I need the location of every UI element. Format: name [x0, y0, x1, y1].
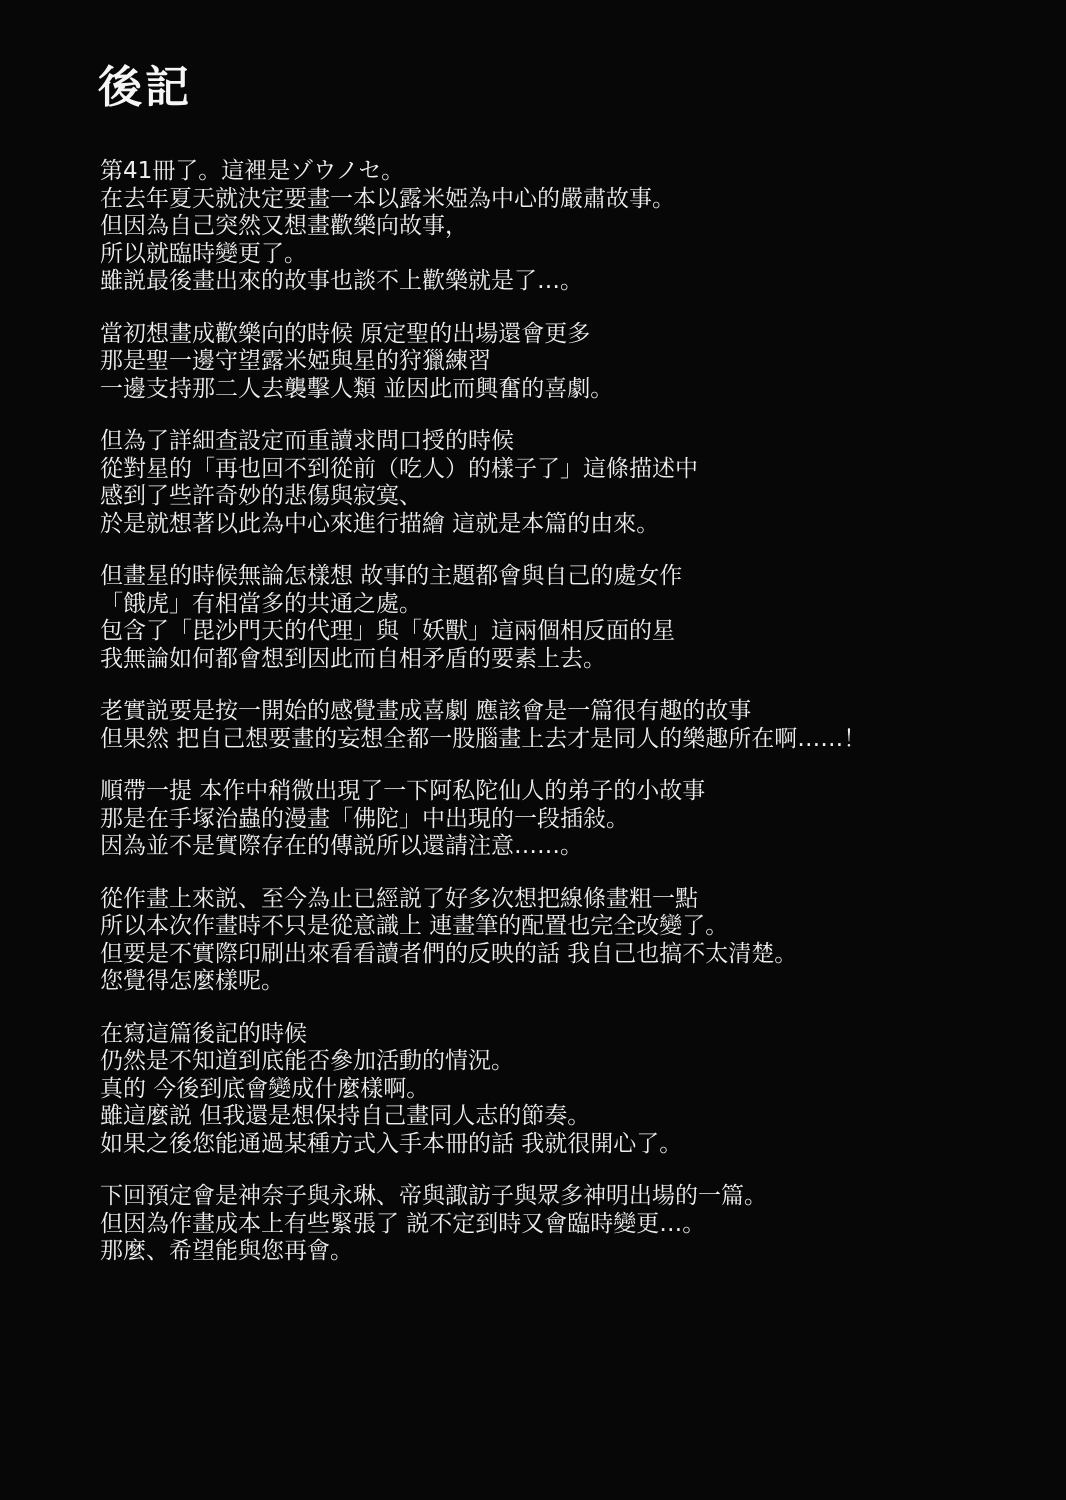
text-line: 第41冊了。這裡是ゾウノセ。 — [100, 158, 405, 184]
text-line: 但果然 把自己想要畫的妄想全都一股腦畫上去才是同人的樂趣所在啊……！ — [100, 725, 867, 752]
text-line: 但因為自己突然又想畫歡樂向故事， — [100, 213, 468, 239]
text-line: 因為並不是實際存在的傳説所以還請注意……。 — [100, 833, 583, 859]
text-line: 您覺得怎麼樣呢。 — [100, 968, 284, 994]
text-line: 當初想畫成歡樂向的時候 原定聖的出場還會更多 — [100, 320, 591, 347]
text-line: 順帶一提 本作中稍微出現了一下阿私陀仙人的弟子的小故事 — [100, 778, 706, 804]
paragraph — [100, 158, 1000, 296]
text-line: 「餓虎」有相當多的共通之處。 — [100, 590, 422, 617]
text-line: 那是聖一邊守望露米婭與星的狩獵練習 — [100, 348, 491, 374]
text-line: 從對星的「再也回不到從前（吃人）的樣子了」這條描述中 — [100, 455, 698, 482]
page-title: 後記 — [98, 62, 192, 113]
paragraph — [100, 1183, 1000, 1266]
text-line: 所以本次作畫時不只是從意識上 連畫筆的配置也完全改變了。 — [100, 913, 729, 939]
text-line: 包含了「毘沙門天的代理」與「妖獸」這兩個相反面的星 — [100, 618, 675, 644]
text-line: 我無論如何都會想到因此而自相矛盾的要素上去。 — [100, 645, 606, 672]
text-line: 但為了詳細查設定而重讀求問口授的時候 — [100, 428, 514, 454]
afterword-body — [100, 158, 1000, 1291]
text-line: 那麼、希望能與您再會。 — [100, 1238, 353, 1264]
text-line: 那是在手塚治蟲的漫畫「佛陀」中出現的一段插敍。 — [100, 805, 629, 832]
text-line: 但畫星的時候無論怎樣想 故事的主題都會與自己的處女作 — [100, 563, 683, 589]
paragraph — [100, 886, 1000, 996]
text-line: 一邊支持那二人去襲擊人類 並因此而興奮的喜劇。 — [100, 375, 614, 402]
paragraph — [100, 428, 1000, 538]
text-line: 在去年夏天就決定要畫一本以露米婭為中心的嚴肅故事。 — [100, 185, 675, 212]
text-line: 但因為作畫成本上有些緊張了 説不定到時又會臨時變更…。 — [100, 1210, 706, 1237]
paragraph — [100, 778, 1000, 861]
paragraph — [100, 698, 1000, 753]
text-line: 下回預定會是神奈子與永琳、帝與諏訪子與眾多神明出場的一篇。 — [100, 1183, 767, 1209]
text-line: 感到了些許奇妙的悲傷與寂寞、 — [100, 483, 422, 509]
text-line: 雖這麼説 但我還是想保持自己畫同人志的節奏。 — [100, 1103, 591, 1129]
text-line: 仍然是不知道到底能否參加活動的情況。 — [100, 1048, 514, 1074]
text-line: 在寫這篇後記的時候 — [100, 1020, 307, 1047]
paragraph — [100, 563, 1000, 673]
text-line: 如果之後您能通過某種方式入手本冊的話 我就很開心了。 — [100, 1130, 683, 1157]
paragraph — [100, 321, 1000, 404]
paragraph — [100, 1021, 1000, 1159]
text-line: 但要是不實際印刷出來看看讀者們的反映的話 我自己也搞不太清楚。 — [100, 940, 798, 967]
text-line: 所以就臨時變更了。 — [100, 240, 307, 267]
text-line: 雖説最後畫出來的故事也談不上歡樂就是了…。 — [100, 268, 583, 294]
text-line: 從作畫上來説、至今為止已經説了好多次想把線條畫粗一點 — [100, 885, 698, 912]
text-line: 於是就想著以此為中心來進行描繪 這就是本篇的由來。 — [100, 510, 660, 537]
text-line: 老實説要是按一開始的感覺畫成喜劇 應該會是一篇很有趣的故事 — [100, 698, 752, 724]
text-line: 真的 今後到底會變成什麼樣啊。 — [100, 1075, 430, 1102]
